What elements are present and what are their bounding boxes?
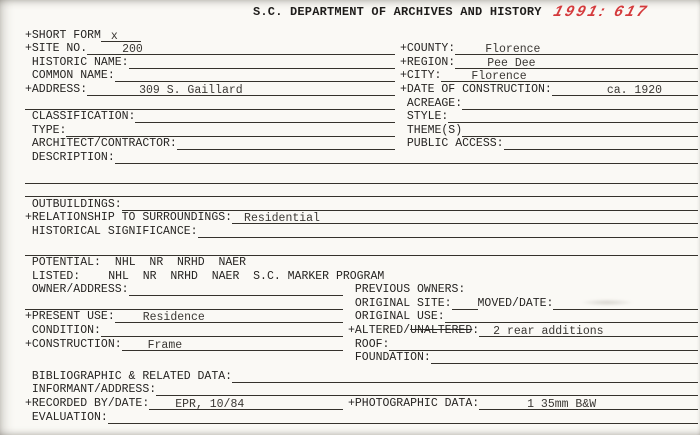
common-name-label: COMMON NAME: bbox=[25, 69, 115, 83]
row-address-date bbox=[25, 82, 698, 96]
original-use-field bbox=[348, 310, 698, 323]
outbuildings-line bbox=[122, 198, 698, 211]
row-architect-publicaccess bbox=[25, 137, 698, 151]
potential-options: NHL NR NRHD NAER bbox=[114, 256, 247, 270]
historic-name-line bbox=[129, 56, 395, 69]
altered-label-prefix: +ALTERED/ bbox=[348, 324, 411, 338]
row-historicname-region bbox=[25, 55, 698, 69]
city-label: +CITY: bbox=[400, 69, 442, 83]
relationship-label: +RELATIONSHIP TO SURROUNDINGS: bbox=[25, 211, 233, 225]
blank-line bbox=[25, 243, 698, 256]
description-line bbox=[115, 151, 698, 164]
altered-line bbox=[479, 324, 698, 337]
style-field bbox=[400, 110, 698, 123]
region-field bbox=[400, 56, 698, 69]
row-description-cont-1 bbox=[25, 170, 698, 184]
acreage-line bbox=[462, 97, 698, 110]
site-no-field bbox=[25, 42, 395, 55]
type-label: TYPE: bbox=[25, 123, 67, 137]
row-construction-roof bbox=[25, 337, 698, 351]
outbuildings-label: OUTBUILDINGS: bbox=[25, 197, 122, 211]
altered-value: 2 rear additions bbox=[493, 325, 604, 339]
recorded-by-date-line bbox=[149, 397, 343, 410]
address-value: 309 S. Gaillard bbox=[139, 83, 243, 97]
spacer bbox=[25, 21, 698, 28]
pencil-smudge bbox=[580, 299, 634, 306]
address-label: +ADDRESS: bbox=[25, 82, 88, 96]
row-presentuse-originaluse bbox=[25, 310, 698, 324]
recorded-by-date-field bbox=[25, 397, 343, 410]
row-type-theme bbox=[25, 123, 698, 137]
theme-label: THEME(S) bbox=[400, 123, 463, 137]
row-outbuildings bbox=[25, 197, 698, 211]
site-no-line bbox=[87, 42, 395, 55]
foundation-field bbox=[348, 351, 698, 364]
address-line bbox=[87, 83, 395, 96]
condition-line bbox=[101, 324, 343, 337]
style-line bbox=[448, 110, 698, 123]
relationship-line bbox=[232, 211, 698, 224]
description-label: DESCRIPTION: bbox=[25, 150, 115, 164]
row-bibliographic bbox=[25, 369, 698, 383]
city-value: Florence bbox=[471, 70, 527, 84]
foundation-label: FOUNDATION: bbox=[348, 351, 431, 365]
listed-options: NHL NR NRHD NAER S.C. MARKER PROGRAM bbox=[108, 269, 385, 283]
informant-label: INFORMANT/ADDRESS: bbox=[25, 383, 157, 397]
address-continuation-field bbox=[25, 97, 395, 110]
type-field bbox=[25, 124, 395, 137]
row-classification-style bbox=[25, 110, 698, 124]
date-of-construction-value: ca. 1920 bbox=[606, 83, 663, 97]
photographic-data-field bbox=[348, 397, 698, 410]
original-site-field bbox=[348, 297, 698, 310]
construction-value: Frame bbox=[147, 338, 183, 352]
row-addresscont-acreage bbox=[25, 96, 698, 110]
row-evaluation bbox=[25, 410, 698, 424]
blank-line bbox=[25, 184, 698, 197]
row-listed bbox=[25, 269, 698, 283]
informant-line bbox=[156, 383, 698, 396]
potential-label: POTENTIAL: bbox=[25, 256, 101, 270]
historical-significance-line bbox=[198, 225, 698, 238]
form-title: S.C. DEPARTMENT OF ARCHIVES AND HISTORY bbox=[253, 5, 542, 19]
recorded-by-date-value: EPR, 10/84 bbox=[175, 398, 245, 412]
short-form-label: +SHORT FORM bbox=[25, 28, 101, 42]
address-field bbox=[25, 83, 395, 96]
relationship-value: Residential bbox=[244, 212, 320, 226]
site-no-value: 200 bbox=[122, 43, 143, 57]
present-use-label: +PRESENT USE: bbox=[25, 310, 115, 324]
previous-owners-label: PREVIOUS OWNERS: bbox=[348, 283, 466, 297]
row-relationship bbox=[25, 211, 698, 225]
county-label: +COUNTY: bbox=[400, 42, 456, 56]
condition-field bbox=[25, 324, 343, 337]
row-significance-cont bbox=[25, 242, 698, 256]
original-use-line bbox=[445, 310, 698, 323]
row-commonname-city bbox=[25, 69, 698, 83]
county-value: Florence bbox=[485, 43, 541, 57]
public-access-line bbox=[504, 137, 698, 150]
row-description-cont-2 bbox=[25, 184, 698, 198]
county-line bbox=[455, 42, 698, 55]
present-use-line bbox=[115, 310, 343, 323]
owner-address-field bbox=[25, 283, 343, 296]
county-field bbox=[400, 42, 698, 55]
row-site-county bbox=[25, 42, 698, 56]
original-use-label: ORIGINAL USE: bbox=[348, 310, 445, 324]
photographic-data-line bbox=[479, 397, 698, 410]
blank-line bbox=[25, 171, 698, 184]
evaluation-line bbox=[108, 411, 698, 424]
original-site-label: ORIGINAL SITE: bbox=[348, 296, 452, 310]
date-of-construction-label: +DATE OF CONSTRUCTION: bbox=[400, 82, 552, 96]
public-access-field bbox=[400, 137, 698, 150]
roof-label: ROOF: bbox=[348, 337, 390, 351]
owner-address-continuation bbox=[25, 297, 343, 310]
photographic-data-value: 1 35mm B&W bbox=[527, 398, 597, 412]
row-foundation bbox=[25, 351, 698, 365]
bibliographic-label: BIBLIOGRAPHIC & RELATED DATA: bbox=[25, 369, 233, 383]
row-potential bbox=[25, 256, 698, 270]
address-continuation-line bbox=[25, 97, 395, 110]
city-line bbox=[441, 69, 698, 82]
altered-label-suffix: : bbox=[472, 324, 480, 338]
present-use-field bbox=[25, 310, 343, 323]
bibliographic-line bbox=[232, 370, 698, 383]
theme-field bbox=[400, 124, 698, 137]
theme-line bbox=[462, 124, 698, 137]
region-value: Pee Dee bbox=[487, 56, 536, 70]
foundation-line bbox=[431, 351, 698, 364]
common-name-field bbox=[25, 69, 395, 82]
row-short-form bbox=[25, 28, 698, 42]
evaluation-label: EVALUATION: bbox=[25, 410, 108, 424]
historic-name-field bbox=[25, 56, 395, 69]
roof-field bbox=[348, 338, 698, 351]
present-use-value: Residence bbox=[142, 311, 205, 325]
owner-address-continuation-line bbox=[25, 297, 343, 310]
construction-line bbox=[122, 338, 343, 351]
acreage-field bbox=[400, 97, 698, 110]
site-no-label: +SITE NO. bbox=[25, 42, 88, 56]
construction-label: +CONSTRUCTION: bbox=[25, 337, 122, 351]
classification-label: CLASSIFICATION: bbox=[25, 110, 136, 124]
classification-field bbox=[25, 110, 395, 123]
historical-significance-label: HISTORICAL SIGNIFICANCE: bbox=[25, 224, 198, 238]
architect-contractor-field bbox=[25, 137, 395, 150]
acreage-label: ACREAGE: bbox=[400, 96, 463, 110]
architect-contractor-line bbox=[177, 137, 395, 150]
recorded-by-date-label: +RECORDED BY/DATE: bbox=[25, 397, 150, 411]
listed-label: LISTED: bbox=[25, 269, 81, 283]
condition-label: CONDITION: bbox=[25, 324, 101, 338]
style-label: STYLE: bbox=[400, 110, 449, 124]
short-form-line bbox=[101, 29, 141, 42]
original-site-line bbox=[452, 297, 478, 310]
common-name-line bbox=[115, 69, 395, 82]
form-header bbox=[25, 5, 698, 21]
historic-name-label: HISTORIC NAME: bbox=[25, 55, 129, 69]
construction-field bbox=[25, 338, 343, 351]
classification-line bbox=[135, 110, 395, 123]
moved-date-label: MOVED/DATE: bbox=[477, 296, 554, 310]
roof-line bbox=[389, 338, 698, 351]
altered-label-struck: UNALTERED bbox=[410, 324, 473, 338]
public-access-label: PUBLIC ACCESS: bbox=[400, 137, 504, 151]
type-line bbox=[66, 124, 395, 137]
region-line bbox=[455, 56, 698, 69]
short-form-value: x bbox=[110, 29, 118, 43]
row-historical-significance bbox=[25, 224, 698, 238]
architect-contractor-label: ARCHITECT/CONTRACTOR: bbox=[25, 137, 177, 151]
altered-field bbox=[348, 324, 698, 337]
row-recorded-photographic bbox=[25, 396, 698, 410]
row-condition-altered bbox=[25, 323, 698, 337]
date-of-construction-line bbox=[552, 83, 698, 96]
region-label: +REGION: bbox=[400, 55, 456, 69]
previous-owners-field bbox=[348, 284, 698, 296]
date-of-construction-field bbox=[400, 83, 698, 96]
row-informant bbox=[25, 383, 698, 397]
owner-address-line bbox=[129, 283, 343, 296]
city-field bbox=[400, 69, 698, 82]
photographic-data-label: +PHOTOGRAPHIC DATA: bbox=[348, 397, 480, 411]
row-owner-previousowners bbox=[25, 283, 698, 297]
row-description bbox=[25, 150, 698, 164]
owner-address-label: OWNER/ADDRESS: bbox=[25, 283, 129, 297]
handwritten-accession-number: 1991: 617 bbox=[551, 3, 651, 20]
